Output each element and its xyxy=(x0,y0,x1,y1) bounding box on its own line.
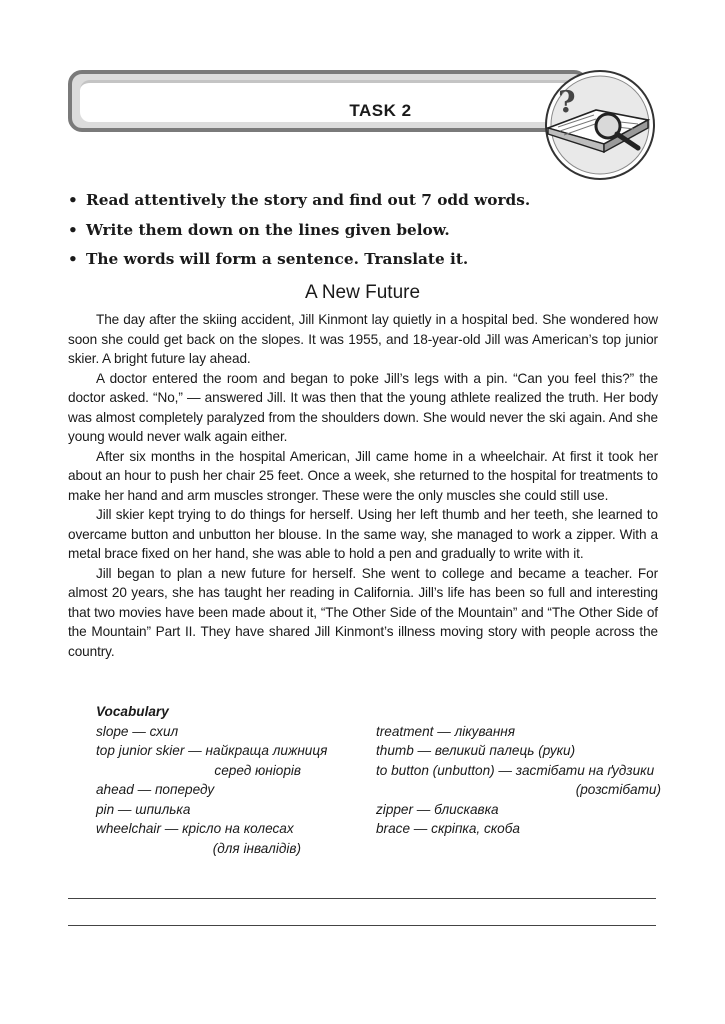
answer-line[interactable] xyxy=(68,898,656,899)
vocabulary-entry: treatment — лікування xyxy=(376,723,516,739)
bullet-icon: • xyxy=(68,191,78,209)
story-paragraph: The day after the skiing accident, Jill Kinmont lay quietly in a hospital bed. She wondered how soon she could get back on the slopes. It was 1955, and 18-year-old Jill was American’s top junior skier. A bright future lay ahead. xyxy=(68,312,658,366)
story-paragraph: A doctor entered the room and began to poke Jill’s legs with a pin. “Can you feel this?” the doctor asked. “No,” — answered Jill. It was then that the young athlete realized the truth. Her body was almost completely paralyzed from the shoulders down. She would never the ski again. And she young would never walk again either. xyxy=(68,370,658,444)
book-magnifier-question-icon xyxy=(538,70,656,180)
task-title: TASK 2 xyxy=(349,101,412,120)
task-header-inner xyxy=(80,80,576,122)
story-title: A New Future xyxy=(304,282,421,303)
bullet-icon: • xyxy=(68,250,78,268)
vocabulary-entry: wheelchair — крісло на колесах xyxy=(96,821,294,836)
instruction-text: Read attentively the story and find out 7 odd words. xyxy=(86,191,531,209)
instructions-list xyxy=(68,186,668,275)
vocabulary-section xyxy=(96,702,661,856)
vocabulary-entry: ahead — попереду xyxy=(96,782,215,797)
bullet-icon: • xyxy=(68,220,78,239)
answer-line[interactable] xyxy=(68,925,656,926)
vocabulary-entry: zipper — блискавка xyxy=(376,801,499,817)
instruction-item xyxy=(68,216,668,246)
vocabulary-entry-continuation: (для інвалідів) xyxy=(212,840,301,856)
vocabulary-left-column xyxy=(96,722,361,859)
vocabulary-entry: slope — схил xyxy=(96,723,179,739)
story-body xyxy=(68,310,658,661)
story-paragraph: After six months in the hospital American, Jill came home in a wheelchair. At first it took her about an hour to push her chair 25 feet. Once a week, she returned to the hospital for treatments to make her hand and arm muscles stronger. These were the only muscles she could still use. xyxy=(68,448,658,503)
vocabulary-entry-continuation: (розстібати) xyxy=(575,782,661,797)
instruction-text: The words will form a sentence. Translate it. xyxy=(86,250,469,268)
vocabulary-entry: top junior skier — найкраща лижниця xyxy=(96,743,328,758)
vocabulary-right-column xyxy=(376,722,661,839)
story-paragraph: Jill began to plan a new future for herself. She went to college and became a teacher. For almost 20 years, she has taught her reading in California. Jill’s life has been so full and interesting that two movies have been made about it, “The Other Side of the Mountain” and “The Other Side of the Mountain” Part II. They have shared Jill Kinmont’s illness moving story with people across the country. xyxy=(68,565,658,659)
vocabulary-entry: pin — шпилька xyxy=(96,801,191,817)
instruction-text: Write them down on the lines given below. xyxy=(86,220,450,239)
task-header xyxy=(68,70,588,132)
vocabulary-entry: to button (unbutton) — застібати на ґудзики xyxy=(376,762,655,778)
instruction-item xyxy=(68,186,668,216)
instruction-item xyxy=(68,245,668,275)
svg-text:?: ? xyxy=(558,85,576,120)
vocabulary-heading: Vocabulary xyxy=(96,704,169,719)
vocabulary-entry: thumb — великий палець (руки) xyxy=(376,743,576,758)
vocabulary-entry: brace — скріпка, скоба xyxy=(376,821,520,836)
story-paragraph: Jill skier kept trying to do things for herself. Using her left thumb and her teeth, she learned to overcame button and unbutton her blouse. In the same way, she managed to work a zipper. With a metal brace fixed on her hand, she was able to hold a pen and gradually to write with it. xyxy=(68,507,658,561)
vocabulary-entry-continuation: серед юніорів xyxy=(214,762,301,778)
